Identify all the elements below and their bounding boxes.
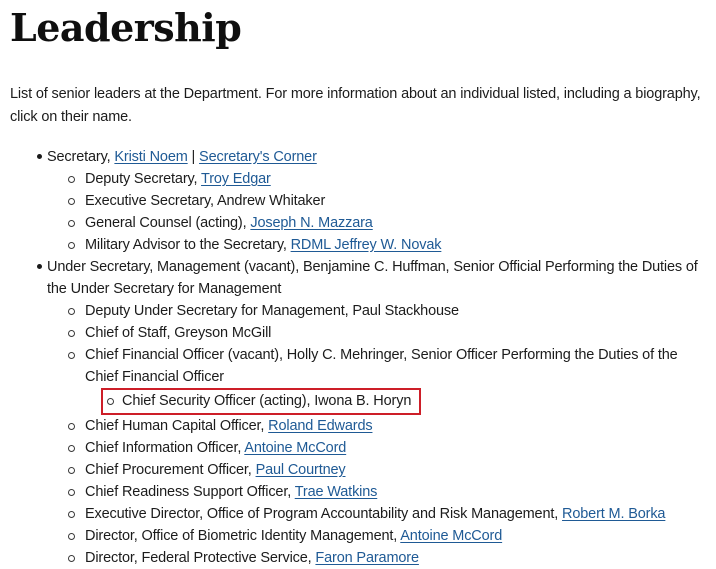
leader-subitem: [47, 234, 706, 256]
disc-bullet-icon: [37, 264, 42, 269]
leader-subitem: [47, 168, 706, 190]
leader-subitem: [47, 388, 706, 415]
leader-subitem: [47, 344, 706, 388]
circle-bullet-icon: [68, 352, 75, 359]
sub-leaders-list: [47, 300, 706, 569]
circle-bullet-icon: [68, 511, 75, 518]
link-trae-watkins[interactable]: Trae Watkins: [294, 484, 378, 500]
link-secretary-s-corner[interactable]: Secretary's Corner: [199, 149, 317, 165]
text-segment: Director, Office of Biometric Identity Management,: [85, 528, 401, 544]
leader-item: [10, 146, 706, 256]
text-segment: Chief Financial Officer (vacant), Holly C. Mehringer, Senior Officer Performing the Duties of the Chief Financial Officer: [85, 347, 678, 385]
link-antoine-mccord[interactable]: Antoine McCord: [244, 440, 347, 456]
link-kristi-noem[interactable]: Kristi Noem: [114, 149, 188, 165]
text-segment: |: [187, 149, 200, 165]
circle-bullet-icon: [68, 220, 75, 227]
text-segment: Chief Human Capital Officer,: [85, 418, 269, 434]
text-segment: Executive Director, Office of Program Accountability and Risk Management,: [85, 506, 563, 522]
leader-subitem: [47, 212, 706, 234]
circle-bullet-icon: [68, 176, 75, 183]
circle-bullet-icon: [68, 467, 75, 474]
leader-subitem: [47, 322, 706, 344]
circle-bullet-icon: [68, 423, 75, 430]
text-segment: General Counsel (acting),: [85, 215, 251, 231]
leader-subitem: [47, 481, 706, 503]
leader-subitem: [47, 503, 706, 525]
circle-bullet-icon: [107, 398, 114, 405]
text-segment: Military Advisor to the Secretary,: [85, 237, 291, 253]
leader-subitem: [47, 525, 706, 547]
leader-subitem: [47, 437, 706, 459]
text-segment: Chief Procurement Officer,: [85, 462, 256, 478]
text-segment: Chief Readiness Support Officer,: [85, 484, 295, 500]
highlight-box: [101, 388, 421, 415]
text-segment: Director, Federal Protective Service,: [85, 550, 316, 566]
link-joseph-n-mazzara[interactable]: Joseph N. Mazzara: [250, 215, 373, 231]
circle-bullet-icon: [68, 242, 75, 249]
text-segment: Executive Secretary, Andrew Whitaker: [85, 193, 326, 209]
circle-bullet-icon: [68, 198, 75, 205]
text-segment: Secretary,: [47, 149, 115, 165]
leader-subitem: [47, 300, 706, 322]
link-antoine-mccord[interactable]: Antoine McCord: [400, 528, 503, 544]
text-segment: Deputy Secretary,: [85, 171, 202, 187]
leader-subitem: [47, 459, 706, 481]
text-segment: Deputy Under Secretary for Management, Paul Stackhouse: [85, 303, 459, 319]
text-segment: Chief Security Officer (acting), Iwona B. Horyn: [122, 393, 412, 409]
circle-bullet-icon: [68, 330, 75, 337]
text-segment: Under Secretary, Management (vacant), Benjamine C. Huffman, Senior Official Performing the Duties of the Under Secretary for Management: [47, 259, 698, 297]
link-troy-edgar[interactable]: Troy Edgar: [201, 171, 271, 187]
disc-bullet-icon: [37, 154, 42, 159]
link-faron-paramore[interactable]: Faron Paramore: [315, 550, 419, 566]
page-title: Leadership: [10, 5, 242, 50]
leaders-list: [10, 146, 706, 569]
text-segment: Chief Information Officer,: [85, 440, 245, 456]
circle-bullet-icon: [68, 308, 75, 315]
circle-bullet-icon: [68, 445, 75, 452]
link-paul-courtney[interactable]: Paul Courtney: [255, 462, 346, 478]
link-rdml-jeffrey-w-novak[interactable]: RDML Jeffrey W. Novak: [290, 237, 442, 253]
leader-subitem: [47, 190, 706, 212]
sub-leaders-list: [47, 168, 706, 256]
leader-subitem: [47, 547, 706, 569]
circle-bullet-icon: [68, 489, 75, 496]
circle-bullet-icon: [68, 533, 75, 540]
link-robert-m-borka[interactable]: Robert M. Borka: [562, 506, 666, 522]
text-segment: Chief of Staff, Greyson McGill: [85, 325, 272, 341]
intro-text: List of senior leaders at the Department. For more information about an individual listed, including a biography, click on their name.: [10, 86, 701, 125]
leader-item: [10, 256, 706, 569]
leader-subitem: [47, 415, 706, 437]
link-roland-edwards[interactable]: Roland Edwards: [268, 418, 373, 434]
